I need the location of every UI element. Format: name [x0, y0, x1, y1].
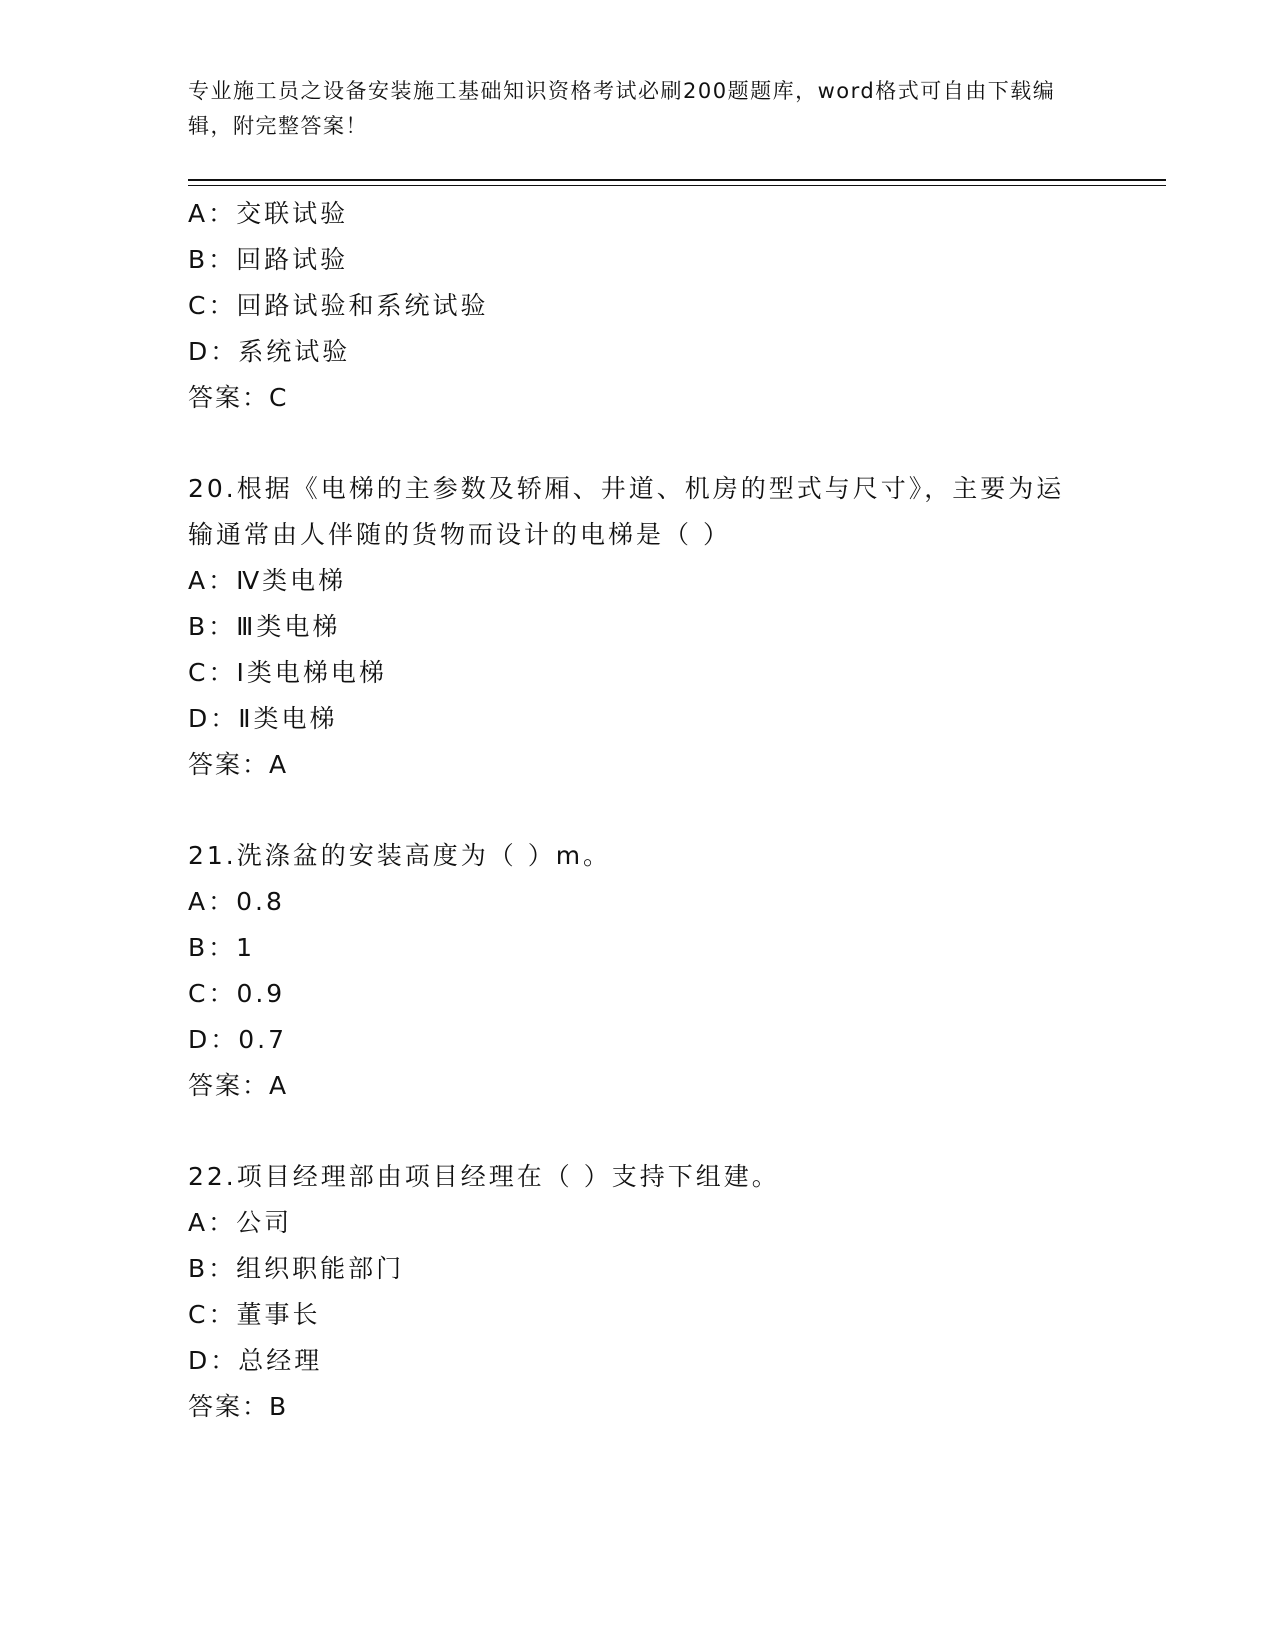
option-d: D：系统试验 — [188, 337, 351, 366]
option-a: A：公司 — [188, 1208, 293, 1237]
question-19-block — [188, 191, 1088, 421]
question-stem: 20.根据《电梯的主参数及轿厢、井道、机房的型式与尺寸》，主要为运输通常由人伴随的货物而设计的电梯是（ ） — [188, 474, 1065, 549]
option-a: A：Ⅳ类电梯 — [188, 566, 347, 595]
spacer — [188, 1109, 1088, 1154]
document-header: 专业施工员之设备安装施工基础知识资格考试必刷200题题库，word格式可自由下载编辑，附完整答案！ — [188, 79, 1056, 138]
question-stem: 21.洗涤盆的安装高度为（ ）m。 — [188, 841, 612, 870]
question-list — [188, 191, 1088, 1430]
answer-line: 答案：B — [188, 1392, 289, 1421]
option-c: C：回路试验和系统试验 — [188, 291, 489, 320]
header-divider-thick — [188, 179, 1166, 181]
option-c: C：0.9 — [188, 979, 286, 1008]
spacer — [188, 421, 1088, 466]
option-a: A：0.8 — [188, 887, 285, 916]
option-d: D：总经理 — [188, 1346, 323, 1375]
option-b: B：Ⅲ类电梯 — [188, 612, 341, 641]
option-b: B：回路试验 — [188, 245, 349, 274]
answer-line: 答案：C — [188, 383, 289, 412]
option-d: D：0.7 — [188, 1025, 288, 1054]
question-20-block — [188, 466, 1088, 788]
spacer — [188, 788, 1088, 833]
question-stem: 22.项目经理部由项目经理在（ ）支持下组建。 — [188, 1162, 780, 1191]
header-divider-thin — [188, 185, 1166, 186]
option-a: A：交联试验 — [188, 199, 349, 228]
option-b: B：组织职能部门 — [188, 1254, 405, 1283]
question-22-block — [188, 1154, 1088, 1430]
option-d: D：Ⅱ类电梯 — [188, 704, 338, 733]
answer-line: 答案：A — [188, 1071, 289, 1100]
question-21-block — [188, 833, 1088, 1109]
option-b: B：1 — [188, 933, 256, 962]
answer-line: 答案：A — [188, 750, 289, 779]
option-c: C：Ⅰ类电梯电梯 — [188, 658, 387, 687]
option-c: C：董事长 — [188, 1300, 321, 1329]
